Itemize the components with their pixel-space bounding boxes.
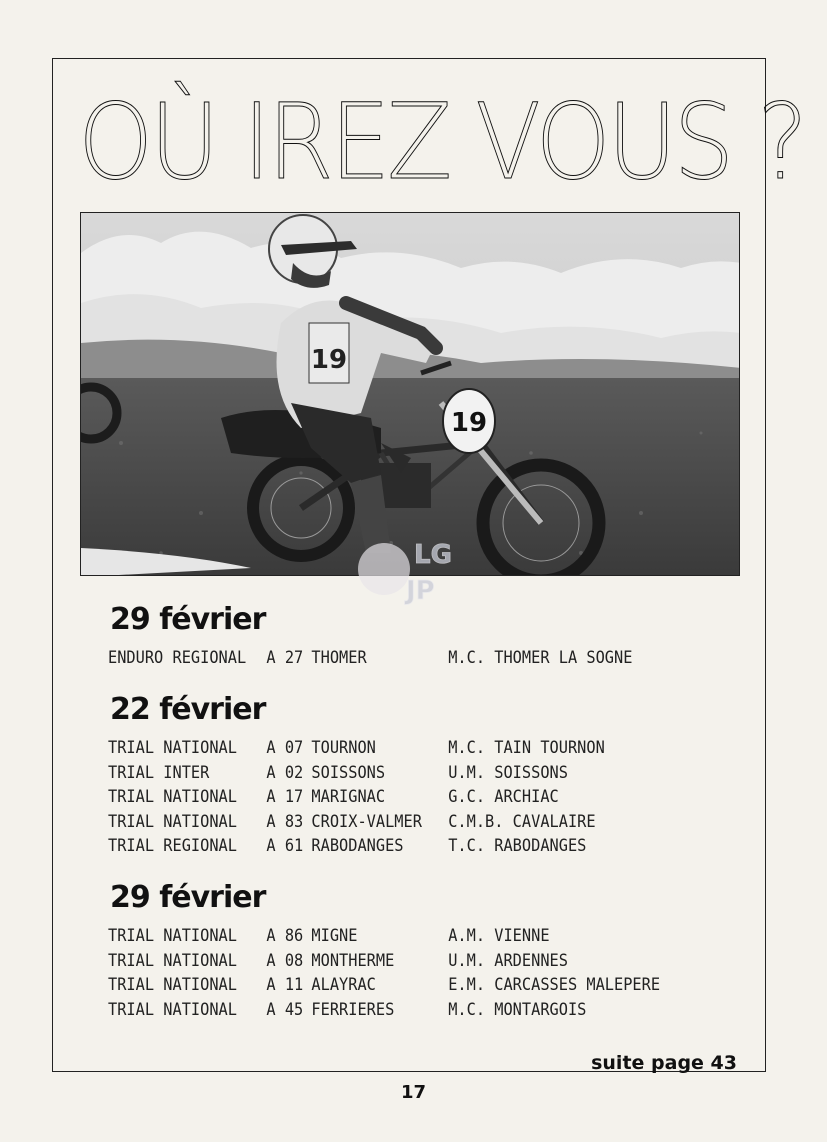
event-club: M.C. TAIN TOURNON <box>448 738 605 758</box>
section-date: 29 février <box>110 602 266 637</box>
page-headline: OÙ IREZ VOUS ? <box>78 81 805 203</box>
event-place: FERRIERES <box>311 999 395 1020</box>
event-type: TRIAL NATIONAL <box>108 787 237 808</box>
event-club: A.M. VIENNE <box>448 926 550 946</box>
event-row <box>108 926 550 951</box>
event-row <box>108 950 568 976</box>
event-ref: A 83 <box>266 811 304 832</box>
event-type: TRIAL NATIONAL <box>108 811 237 832</box>
event-row <box>108 762 568 788</box>
event-list <box>108 648 633 673</box>
event-ref: A 27 <box>266 648 304 668</box>
event-type: TRIAL NATIONAL <box>108 926 237 946</box>
event-row <box>108 787 559 812</box>
event-place: CROIX-VALMER <box>311 811 422 832</box>
event-type: TRIAL NATIONAL <box>108 999 237 1020</box>
event-place: ALAYRAC <box>311 975 376 996</box>
event-row <box>108 836 587 861</box>
page-number: 17 <box>400 1082 427 1103</box>
event-place: TOURNON <box>311 738 376 758</box>
motocross-photo <box>80 212 740 576</box>
event-club: U.M. SOISSONS <box>448 762 568 783</box>
section-date: 22 février <box>110 692 266 727</box>
event-type: TRIAL INTER <box>108 762 210 783</box>
event-club: M.C. THOMER LA SOGNE <box>448 648 633 668</box>
rider-illustration <box>81 213 740 576</box>
event-club: M.C. MONTARGOIS <box>448 999 587 1020</box>
event-ref: A 45 <box>266 999 304 1020</box>
event-ref: A 07 <box>266 738 304 758</box>
event-type: TRIAL NATIONAL <box>108 950 237 971</box>
event-row <box>108 975 661 1000</box>
event-ref: A 02 <box>266 762 304 783</box>
event-list <box>108 926 661 1024</box>
event-place: RABODANGES <box>311 836 404 857</box>
event-row <box>108 999 587 1025</box>
event-club: U.M. ARDENNES <box>448 950 568 971</box>
event-ref: A 17 <box>266 787 304 808</box>
event-place: MARIGNAC <box>311 787 386 808</box>
event-ref: A 08 <box>266 950 304 971</box>
event-row <box>108 811 596 837</box>
event-list <box>108 738 605 861</box>
event-club: T.C. RABODANGES <box>448 836 587 857</box>
event-row <box>108 738 605 763</box>
event-ref: A 11 <box>266 975 304 996</box>
event-type: TRIAL NATIONAL <box>108 738 237 758</box>
event-club: E.M. CARCASSES MALEPERE <box>448 975 661 996</box>
event-place: MIGNE <box>311 926 358 946</box>
event-ref: A 86 <box>266 926 304 946</box>
event-type: TRIAL NATIONAL <box>108 975 237 996</box>
event-place: MONTHERME <box>311 950 395 971</box>
watermark-jp: JP <box>406 576 435 606</box>
watermark-logo <box>352 527 472 617</box>
number-plate-text: 19 <box>450 408 488 438</box>
continued-note: suite page 43 <box>591 1052 737 1074</box>
event-type: ENDURO REGIONAL <box>108 648 247 668</box>
event-club: C.M.B. CAVALAIRE <box>448 811 596 832</box>
event-row <box>108 648 633 673</box>
event-place: THOMER <box>311 648 367 668</box>
watermark-lg: LG <box>414 540 452 570</box>
section-date: 29 février <box>110 880 266 915</box>
event-ref: A 61 <box>266 836 304 857</box>
event-club: G.C. ARCHIAC <box>448 787 559 808</box>
event-type: TRIAL REGIONAL <box>108 836 237 857</box>
rider-bib-number: 19 <box>310 345 348 375</box>
event-place: SOISSONS <box>311 762 386 783</box>
